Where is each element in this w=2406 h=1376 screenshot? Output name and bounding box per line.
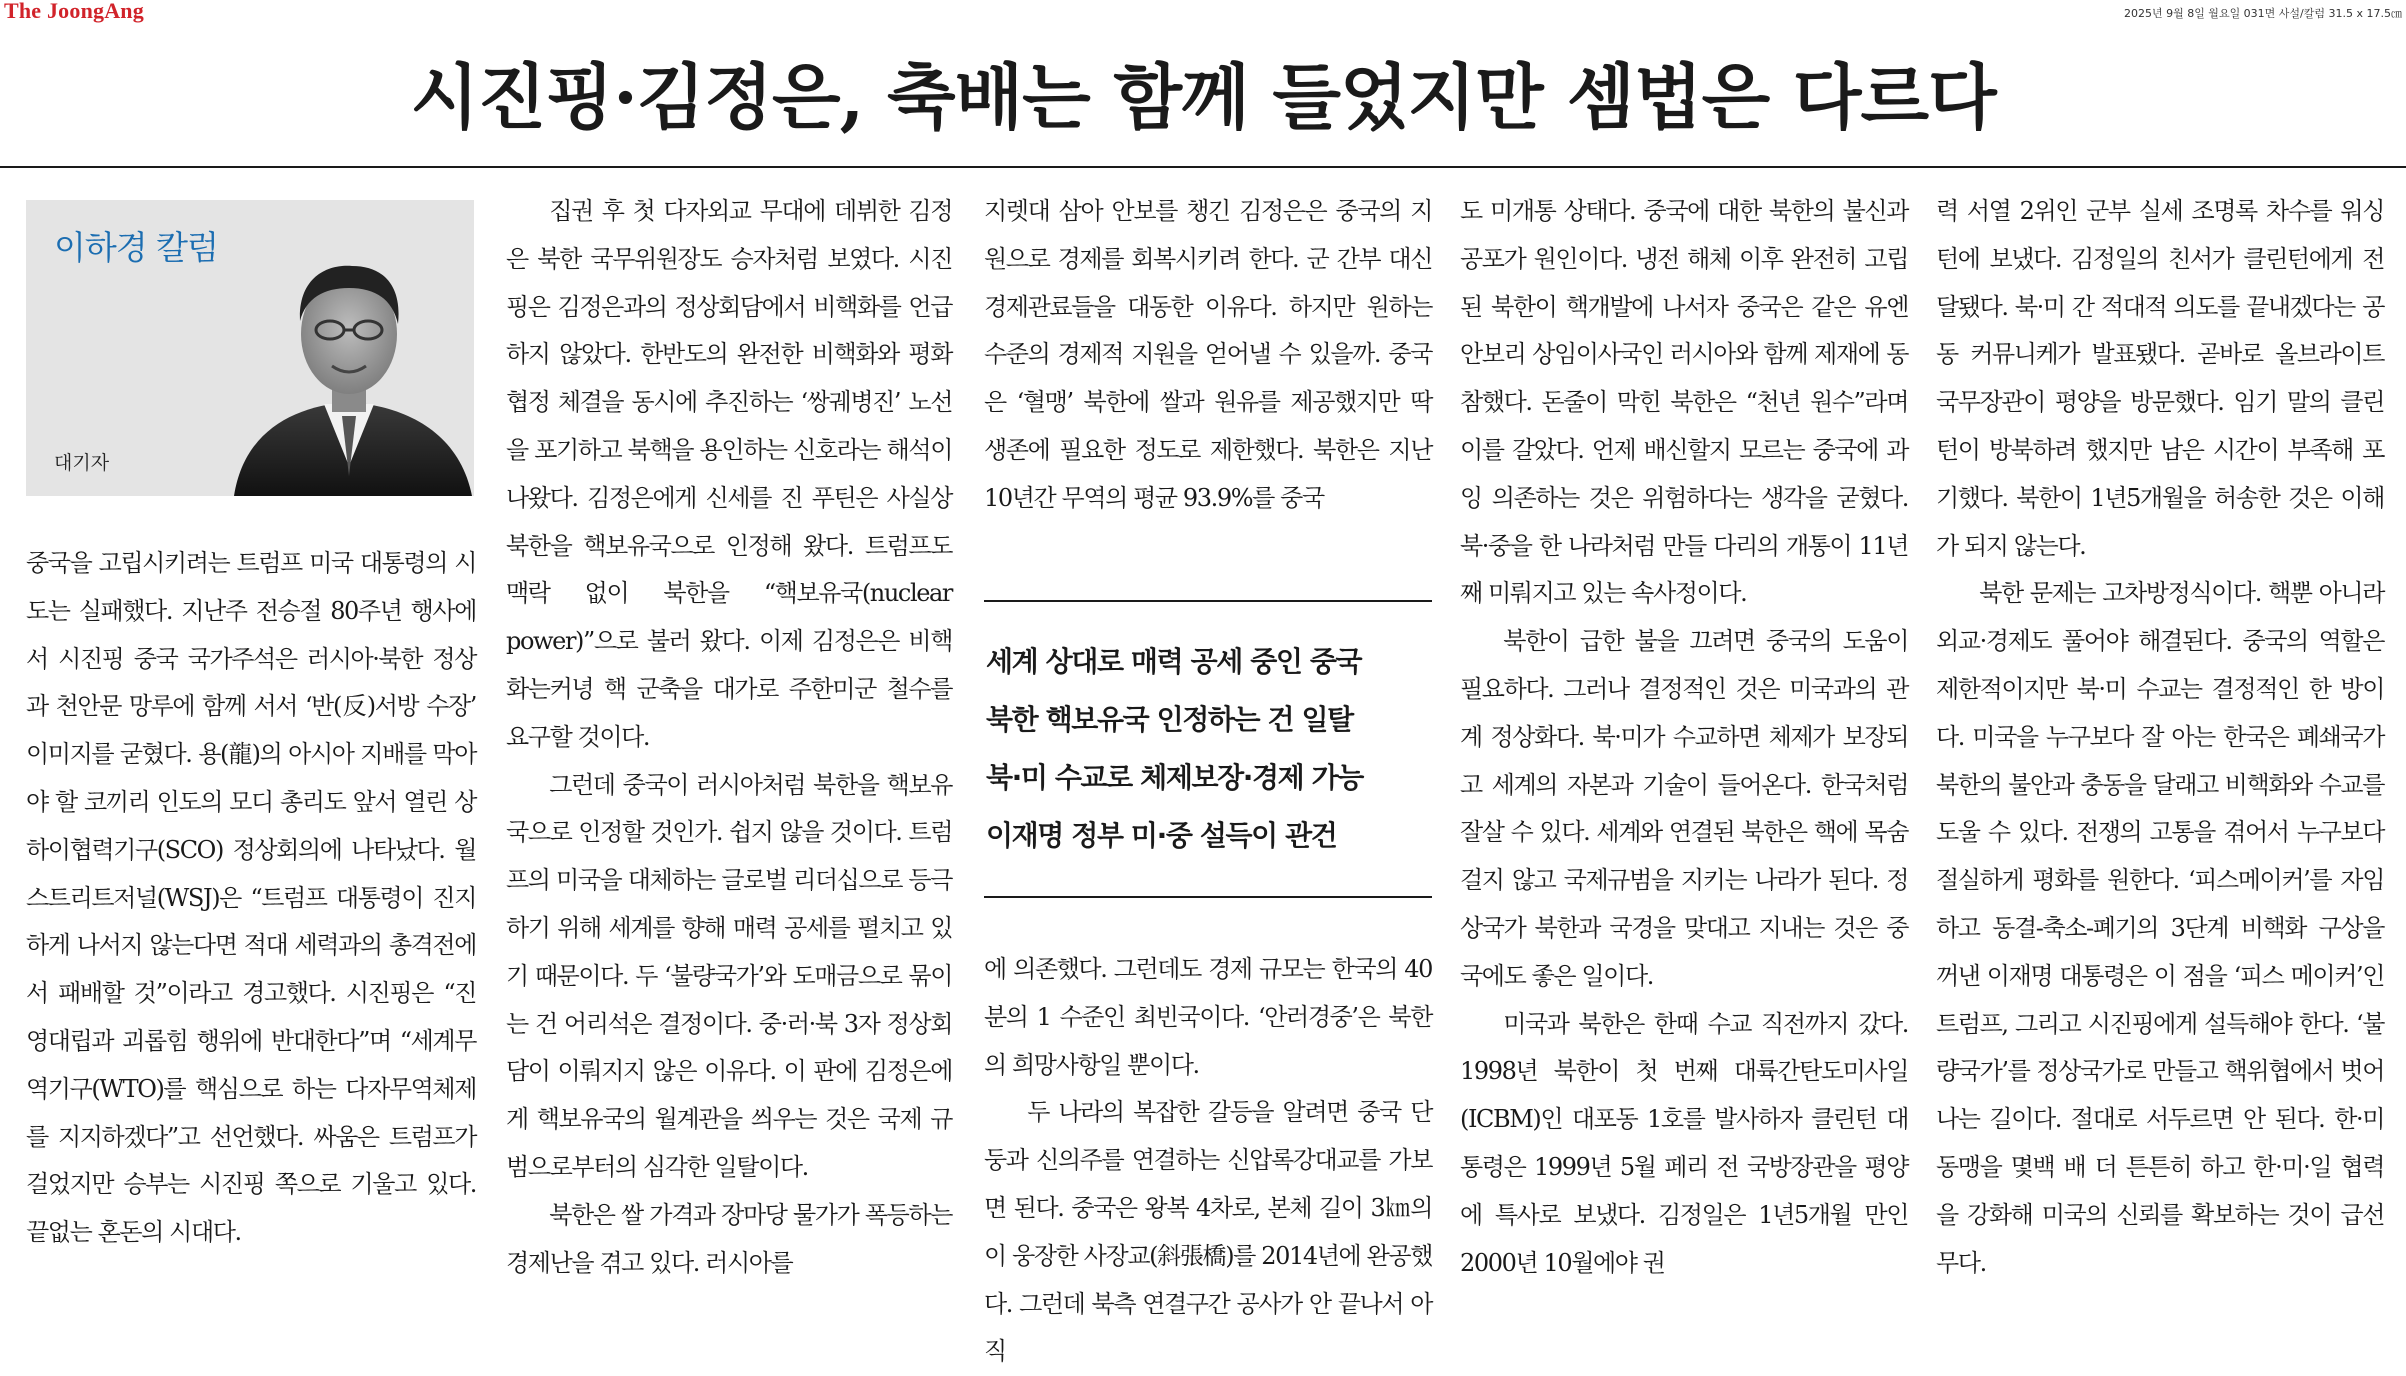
article-paragraph: 도 미개통 상태다. 중국에 대한 북한의 불신과 공포가 원인이다. 냉전 해체 이후 완전히 고립된 북한이 핵개발에 나서자 중국은 같은 유엔 안보리 상임이사국인 러시아와 함께 제재에 동참했다. 돈줄이 막힌 북한은 “천년 원수”라며 이를 갈았다. 언제 배신할지 모르는 중국에 과잉 의존하는 것은 위험하다는 생각을 굳혔다. 북·중을 한 나라처럼 만들 다리의 개통이 11년째 미뤄지고 있는 속사정이다. [1460,197,1908,608]
article-paragraph: 지렛대 삼아 안보를 챙긴 김정은은 중국의 지원으로 경제를 회복시키려 한다. 군 간부 대신 경제관료들을 대동한 이유다. 하지만 원하는 수준의 경제적 지원을 얻어낼 수 있을까. 중국은 ‘혈맹’ 북한에 쌀과 원유를 제공했지만 딱 생존에 필요한 정도로 제한했다. 북한은 지난 10년간 무역의 평균 93.9%를 중국 [984,197,1432,512]
pull-quote-line: 북한 핵보유국 인정하는 건 일탈 [986,703,1353,736]
pull-quote [984,600,1432,900]
article-paragraph: 중국을 고립시키려는 트럼프 미국 대통령의 시도는 실패했다. 지난주 전승절 80주년 행사에서 시진핑 중국 국가주석은 러시아·북한 정상과 천안문 망루에 함께 서서 ‘반(反)서방 수장’ 이미지를 굳혔다. 용(龍)의 아시아 지배를 막아야 할 코끼리 인도의 모디 총리도 앞서 열린 상하이협력기구(SCO) 정상회의에 나타났다. 월스트리트저널(WSJ)은 “트럼프 대통령이 진지하게 나서지 않는다면 적대 세력과의 총격전에서 패배할 것”이라고 경고했다. 시진핑은 “진영대립과 괴롭힘 행위에 반대한다”며 “세계무역기구(WTO)를 핵심으로 하는 다자무역체제를 지지하겠다”고 선언했다. 싸움은 트럼프가 걸었지만 승부는 시진핑 쪽으로 기울고 있다. 끝없는 혼돈의 시대다. [26,549,476,1247]
article-column-2 [506,188,952,1287]
article-paragraph: 력 서열 2위인 군부 실세 조명록 차수를 워싱턴에 보냈다. 김정일의 친서가 클린턴에게 전달됐다. 북·미 간 적대적 의도를 끝내겠다는 공동 커뮤니케가 발표됐다. 곧바로 올브라이트 국무장관이 평양을 방문했다. 임기 말의 클린턴이 방북하려 했지만 남은 시간이 부족해 포기했다. 북한이 1년5개월을 허송한 것은 이해가 되지 않는다. [1936,197,2384,560]
masthead [0,0,2406,30]
pull-quote-line: 세계 상대로 매력 공세 중인 중국 [986,645,1362,678]
article-column-1 [26,540,476,1257]
columnist-portrait-image [224,226,474,496]
edition-info: 2025년 9월 8일 월요일 031면 사설/칼럼 31.5 x 17.5㎝ [2123,7,2402,20]
pull-quote-top-rule [984,600,1432,602]
newspaper-logo: The JoongAng [4,0,144,23]
article-column-4 [1460,188,1908,1287]
article-paragraph: 북한은 쌀 가격과 장마당 물가가 폭등하는 경제난을 겪고 있다. 러시아를 [506,1200,952,1277]
columnist-box [26,200,474,496]
article-paragraph: 에 의존했다. 그런데도 경제 규모는 한국의 40분의 1 수준인 최빈국이다. ‘안러경중’은 북한의 희망사항일 뿐이다. [984,955,1432,1079]
article-paragraph: 두 나라의 복잡한 갈등을 알려면 중국 단둥과 신의주를 연결하는 신압록강대교를 가보면 된다. 중국은 왕복 4차로, 본체 길이 3㎞의 이 웅장한 사장교(斜張橋)를 2014년에 완공했다. 그런데 북측 연결구간 공사가 안 끝나서 아직 [984,1098,1432,1366]
headline-divider [0,166,2406,168]
article-paragraph: 집권 후 첫 다자외교 무대에 데뷔한 김정은 북한 국무위원장도 승자처럼 보였다. 시진핑은 김정은과의 정상회담에서 비핵화를 언급하지 않았다. 한반도의 완전한 비핵화와 평화협정 체결을 동시에 추진하는 ‘쌍궤병진’ 노선을 포기하고 북핵을 용인하는 신호라는 해석이 나왔다. 김정은에게 신세를 진 푸틴은 사실상 북한을 핵보유국으로 인정해 왔다. 트럼프도 맥락 없이 북한을 “핵보유국(nuclear power)”으로 불러 왔다. 이제 김정은은 비핵화는커녕 핵 군축을 대가로 주한미군 철수를 요구할 것이다. [506,197,952,751]
article-paragraph: 북한 문제는 고차방정식이다. 핵뿐 아니라 외교·경제도 풀어야 해결된다. 중국의 역할은 제한적이지만 북·미 수교는 결정적인 한 방이다. 미국을 누구보다 잘 아는 한국은 폐쇄국가 북한의 불안과 충동을 달래고 비핵화와 수교를 도울 수 있다. 전쟁의 고통을 겪어서 누구보다 절실하게 평화를 원한다. ‘피스메이커’를 자임하고 동결-축소-폐기의 3단계 비핵화 구상을 꺼낸 이재명 대통령은 이 점을 ‘피스 메이커’인 트럼프, 그리고 시진핑에게 설득해야 한다. ‘불량국가’를 정상국가로 만들고 핵위협에서 벗어나는 길이다. 절대로 서두르면 안 된다. 한·미 동맹을 몇백 배 더 튼튼히 하고 한·미·일 협력을 강화해 미국의 신뢰를 확보하는 것이 급선무다. [1936,579,2384,1277]
columnist-role: 대기자 [54,452,110,474]
article-column-3-bottom [984,946,1432,1376]
column-series-title: 이하경 칼럼 [54,228,218,267]
article-paragraph: 미국과 북한은 한때 수교 직전까지 갔다. 1998년 북한이 첫 번째 대륙간탄도미사일(ICBM)인 대포동 1호를 발사하자 클린턴 대통령은 1999년 5월 페리 전 국방장관을 평양에 특사로 보냈다. 김정일은 1년5개월 만인 2000년 10월에야 권 [1460,1009,1908,1277]
article-paragraph: 그런데 중국이 러시아처럼 북한을 핵보유국으로 인정할 것인가. 쉽지 않을 것이다. 트럼프의 미국을 대체하는 글로벌 리더십으로 등극하기 위해 세계를 향해 매력 공세를 펼치고 있기 때문이다. 두 ‘불량국가’와 도매금으로 묶이는 건 어리석은 결정이다. 중·러·북 3자 정상회담이 이뤄지지 않은 이유다. 이 판에 김정은에게 핵보유국의 월계관을 씌우는 것은 국제 규범으로부터의 심각한 일탈이다. [506,770,952,1181]
pull-quote-bottom-rule [984,896,1432,898]
pull-quote-line: 이재명 정부 미·중 설득이 관건 [986,819,1337,852]
article-column-5 [1936,188,2384,1287]
article-paragraph: 북한이 급한 불을 끄려면 중국의 도움이 필요하다. 그러나 결정적인 것은 미국과의 관계 정상화다. 북·미가 수교하면 체제가 보장되고 세계의 자본과 기술이 들어온다. 한국처럼 잘살 수 있다. 세계와 연결된 북한은 핵에 목숨 걸지 않고 국제규범을 지키는 나라가 된다. 정상국가 북한과 국경을 맞대고 지내는 것은 중국에도 좋은 일이다. [1460,627,1908,990]
article-column-3-top [984,188,1432,523]
pull-quote-line: 북·미 수교로 체제보장·경제 가능 [986,761,1363,794]
headline: 시진핑·김정은, 축배는 함께 들었지만 셈법은 다르다 [410,55,1996,139]
